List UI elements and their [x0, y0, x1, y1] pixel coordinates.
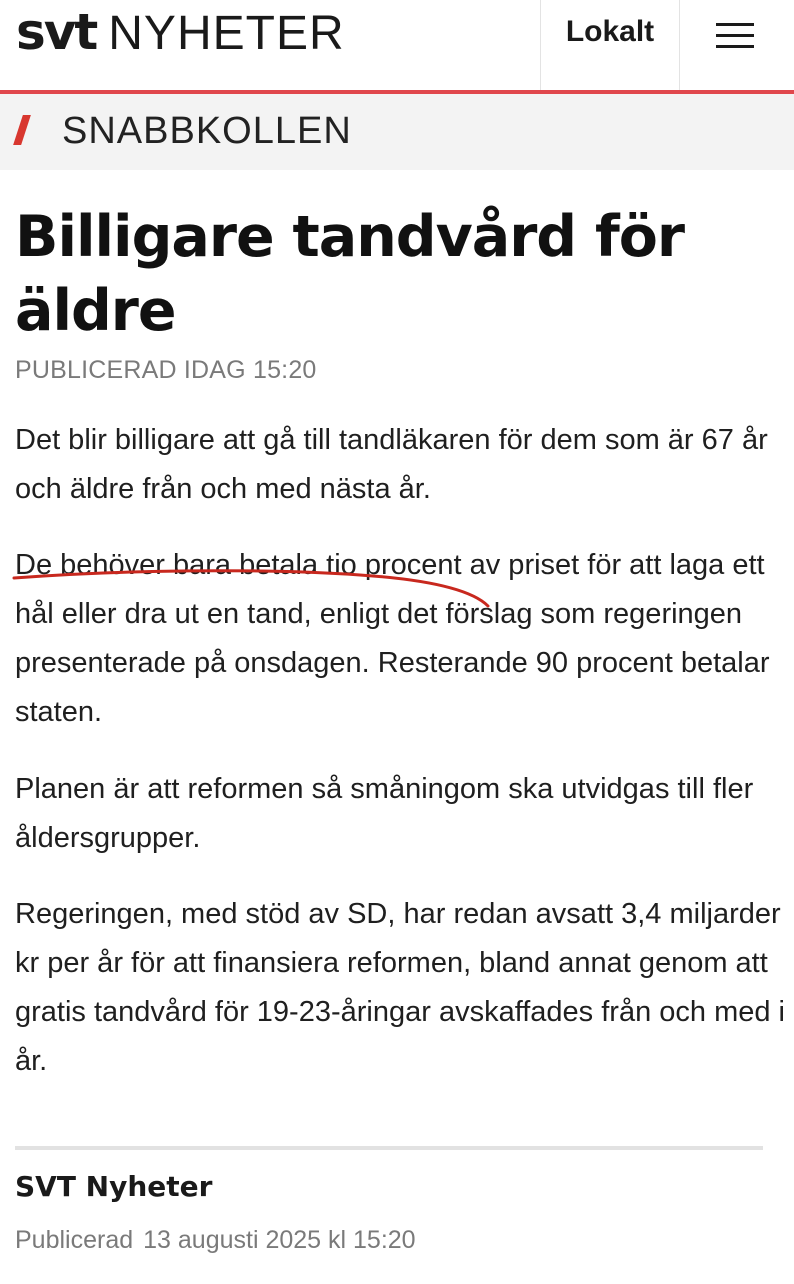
published-timestamp: PUBLICERAD IDAG 15:20 [15, 356, 317, 384]
footer-divider [15, 1146, 763, 1150]
article-paragraph-1: Det blir billigare att gå till tandläkaren för dem som är 67 år och äldre från och med nästa år. [15, 424, 768, 505]
logo-svt-text: svt [16, 3, 97, 61]
svt-nyheter-logo[interactable] [16, 2, 345, 62]
article-paragraph-3: Planen är att reformen så småningom ska utvidgas till fler åldersgrupper. [15, 773, 754, 854]
footer-published-date: 13 augusti 2025 kl 15:20 [143, 1226, 416, 1254]
footer-published-label: Publicerad [15, 1226, 134, 1254]
section-slash-icon [13, 115, 31, 145]
article-headline: Billigare tandvård för äldre [15, 204, 685, 344]
footer-published [15, 1226, 416, 1255]
menu-button[interactable] [700, 16, 770, 56]
section-banner[interactable] [0, 94, 794, 170]
site-header [0, 0, 794, 94]
article-source[interactable]: SVT Nyheter [15, 1170, 213, 1203]
section-label: SNABBKOLLEN [62, 109, 352, 152]
article-paragraph-2: De behöver bara betala tio procent av priset för att laga ett hål eller dra ut en tand, enligt det förslag som regeringen presenterade på onsdagen. Resterande 90 procent betalar staten. [15, 549, 770, 728]
lokalt-button[interactable]: Lokalt [540, 0, 680, 90]
logo-nyheter-text: NYHETER [108, 7, 345, 60]
hamburger-menu-icon [716, 23, 754, 49]
article-paragraph-4: Regeringen, med stöd av SD, har redan avsatt 3,4 miljarder kr per år för att finansiera reformen, bland annat genom att gratis tandvård för 19-23-åringar avskaffades från och med i år. [15, 898, 785, 1077]
